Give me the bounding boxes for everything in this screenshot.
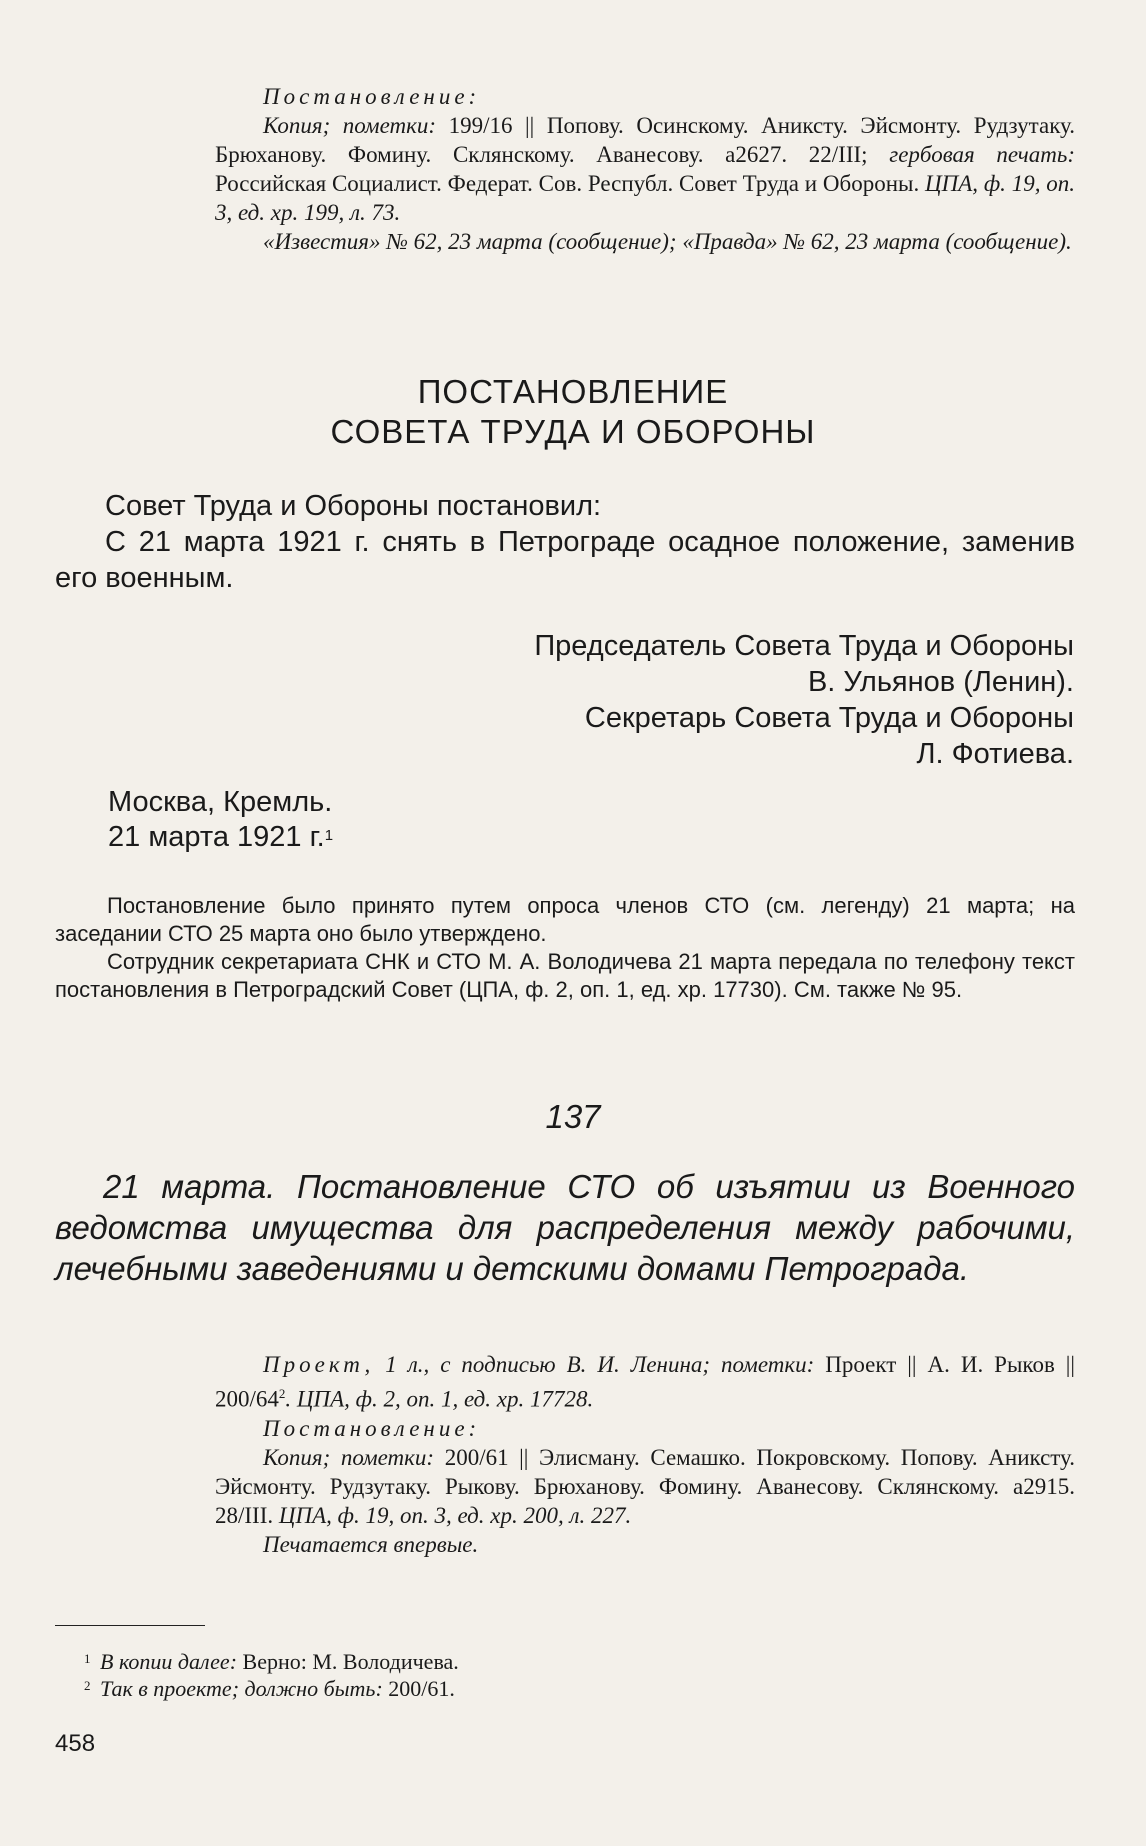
title-line-1: ПОСТАНОВЛЕНИЕ xyxy=(417,373,729,410)
comment-paragraph-1: Постановление было принято путем опроса членов СТО (см. легенду) 21 марта; на заседании СТО 25 марта оно было утверждено. xyxy=(55,893,1075,946)
footnote-2-text: 200/61. xyxy=(382,1676,455,1701)
document-title xyxy=(0,372,1146,452)
copy-marks: 199/16 || Попову. Осинскому. Аниксту. Эйсмонту. Рудзутаку. Брюханову. Фомину. Склянскому. Аванесову. а2627. 22/III; xyxy=(215,113,1075,167)
chair-name: В. Ульянов (Ленин). xyxy=(807,666,1074,698)
document-heading: 21 марта. Постановление СТО об изъятии из Военного ведомства имущества для распределения между рабочими, лечебными заведениями и детскими домами Петрограда. xyxy=(55,1168,1075,1287)
footnotes xyxy=(84,1648,459,1702)
footnote-2 xyxy=(84,1675,459,1702)
chair-title: Председатель Совета Труда и Обороны xyxy=(534,630,1074,662)
first-print-note: Печатается впервые. xyxy=(263,1531,479,1557)
title-line-2: СОВЕТА ТРУДА И ОБОРОНЫ xyxy=(330,413,816,450)
source-note-top xyxy=(215,82,1075,256)
footnote-ref-2: 2 xyxy=(278,1386,286,1401)
document-number: 137 xyxy=(545,1098,601,1135)
label-postanovlenie: Постановление: xyxy=(263,84,481,109)
source-note-bottom xyxy=(215,1350,1075,1559)
footnote-ref-1: 1 xyxy=(324,827,334,844)
copy-marks-2: 200/61 || Элисману. Семашко. Покровскому. Попову. Аниксту. Эйсмонту. Рудзутаку. Рыкову. Брюханову. Фомину. Аванесову. Склянскому. а2915. 28/III. xyxy=(215,1444,1076,1528)
footnote-1-text: Верно: М. Володичева. xyxy=(237,1649,459,1674)
place-date-text: 21 марта 1921 г. xyxy=(108,821,325,853)
footnote-divider xyxy=(55,1625,205,1626)
seal-text: Российская Социалист. Федерат. Сов. Республ. Совет Труда и Обороны. xyxy=(215,171,920,196)
copy-archive-2: ЦПА, ф. 19, оп. 3, ед. хр. 200, л. 227. xyxy=(273,1502,632,1528)
footnote-mark-2: 2 xyxy=(84,1678,91,1693)
chair-signature xyxy=(374,628,1074,700)
page-number: 458 xyxy=(55,1730,96,1757)
footnote-1-italic: В копии далее: xyxy=(100,1649,238,1674)
draft-marks: Проект || А. И. Рыков || 200/64 xyxy=(215,1352,1075,1412)
resolution-body xyxy=(55,488,1075,596)
label-postanovlenie-2: Постановление: xyxy=(263,1415,481,1441)
editorial-comment xyxy=(55,892,1075,1004)
draft-archive: . ЦПА, ф. 2, оп. 1, ед. хр. 17728. xyxy=(285,1386,594,1412)
archive-ref: ЦПА, ф. 19, оп. 3, ед. хр. 199, л. 73. xyxy=(215,171,1075,225)
secretary-signature xyxy=(374,700,1074,772)
draft-label: Проект, xyxy=(263,1352,375,1377)
secretary-name: Л. Фотиева. xyxy=(916,738,1074,770)
footnote-mark-1: 1 xyxy=(84,1651,91,1666)
secretary-title: Секретарь Совета Труда и Обороны xyxy=(584,702,1074,734)
body-paragraph-2: С 21 марта 1921 г. снять в Петрограде осадное положение, заменив его военным. xyxy=(55,526,1075,594)
copy-label: Копия; пометки: xyxy=(263,113,437,138)
footnote-1 xyxy=(84,1648,459,1675)
draft-desc: 1 л., с подписью В. И. Ленина; пометки: xyxy=(374,1352,815,1377)
seal-label: гербовая печать: xyxy=(867,142,1076,167)
place-date xyxy=(108,785,333,855)
copy-label-2: Копия; пометки: xyxy=(263,1444,435,1470)
newspaper-ref: «Известия» № 62, 23 марта (сообщение); «Правда» № 62, 23 марта (сообщение). xyxy=(263,229,1072,254)
footnote-2-italic: Так в проекте; должно быть: xyxy=(100,1676,383,1701)
body-paragraph-1: Совет Труда и Обороны постановил: xyxy=(105,490,602,522)
comment-paragraph-2: Сотрудник секретариата СНК и СТО М. А. Володичева 21 марта передала по телефону текст постановления в Петроградский Совет (ЦПА, ф. 2, оп. 1, ед. хр. 17730). См. также № 95. xyxy=(55,949,1075,1002)
place-city: Москва, Кремль. xyxy=(108,786,333,818)
